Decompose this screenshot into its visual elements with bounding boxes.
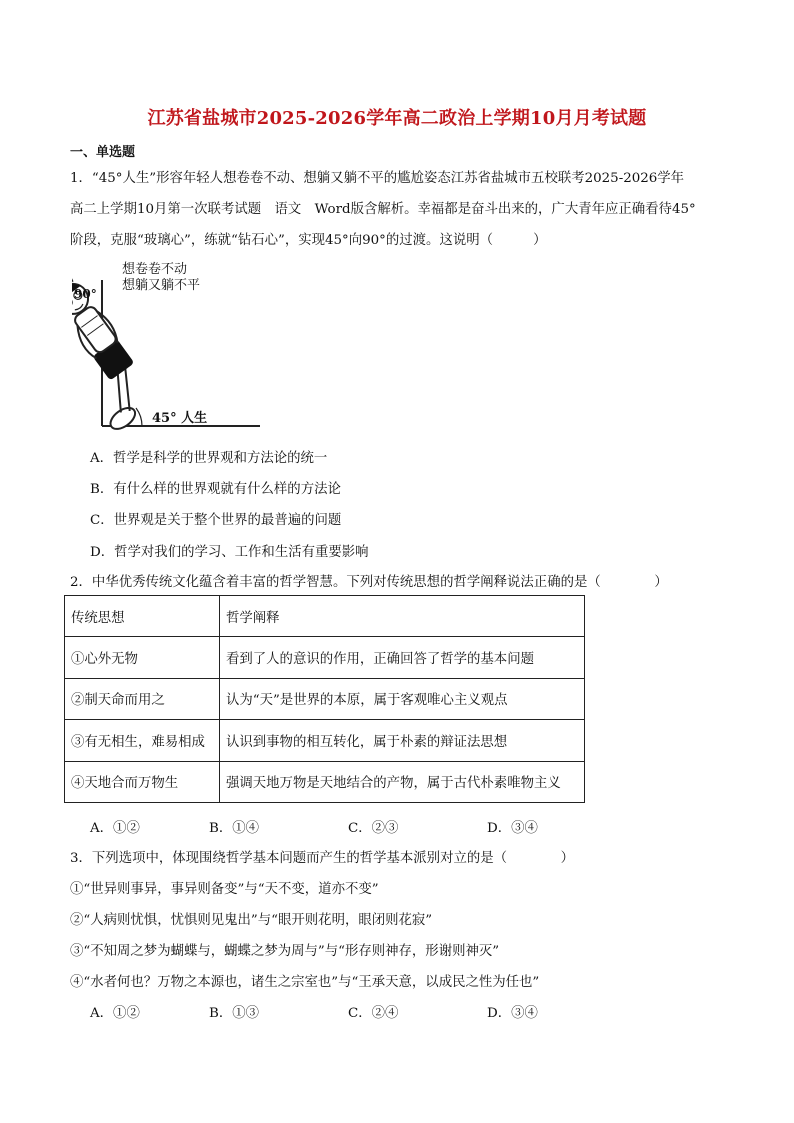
q2-option-a[interactable]: A．①② (90, 821, 140, 836)
leaning-person-illustration (72, 258, 272, 433)
section-heading: 一、单选题 (70, 145, 136, 160)
page-title: 江苏省盐城市2025-2026学年高二政治上学期10月月考试题 (147, 108, 647, 129)
table-row (65, 761, 585, 802)
table-cell: ①心外无物 (65, 637, 220, 678)
table-row (65, 637, 585, 678)
figure-caption-line-2: 想躺又躺不平 (122, 278, 201, 293)
table-cell: ②制天命而用之 (65, 678, 220, 719)
q3-option-a[interactable]: A．①② (90, 1006, 140, 1021)
q1-figure (72, 258, 272, 433)
figure-label-45: 45° 人生 (152, 411, 208, 426)
q1-option-d[interactable]: D．哲学对我们的学习、工作和生活有重要影响 (90, 545, 369, 560)
q2-stem: 2．中华优秀传统文化蕴含着丰富的哲学智慧。下列对传统思想的哲学阐释说法正确的是（ ） (70, 575, 668, 590)
q2-option-d[interactable]: D．③④ (487, 821, 538, 836)
table-cell: 认为“天”是世界的本原，属于客观唯心主义观点 (220, 678, 585, 719)
table-header-cell: 传统思想 (65, 596, 220, 637)
table-row (65, 720, 585, 761)
q1-stem-line-2: 高二上学期10月第一次联考试题 语文 Word版含解析。幸福都是奋斗出来的，广大青年应正确看待45° (70, 202, 696, 217)
q3-option-c[interactable]: C．②④ (348, 1006, 399, 1021)
figure-label-90: 90° (74, 287, 97, 301)
table-cell: 认识到事物的相互转化，属于朴素的辩证法思想 (220, 720, 585, 761)
table-cell: 看到了人的意识的作用，正确回答了哲学的基本问题 (220, 637, 585, 678)
table-cell: 强调天地万物是天地结合的产物，属于古代朴素唯物主义 (220, 761, 585, 802)
q3-item-3: ③“不知周之梦为蝴蝶与，蝴蝶之梦为周与”与“形存则神存，形谢则神灭” (70, 944, 500, 959)
q3-item-2: ②“人病则忧惧，忧惧则见鬼出”与“眼开则花明，眼闭则花寂” (70, 913, 433, 928)
table-cell: ④天地合而万物生 (65, 761, 220, 802)
q1-stem-line-1: 1．“45°人生”形容年轻人想卷卷不动、想躺又躺不平的尴尬姿态江苏省盐城市五校联考2025-2026学年 (70, 171, 685, 186)
q1-stem-line-3: 阶段，克服“玻璃心”，练就“钻石心”，实现45°向90°的过渡。这说明（ ） (70, 233, 547, 248)
q3-item-1: ①“世异则事异，事异则备变”与“天不变，道亦不变” (70, 882, 379, 897)
table-header-cell: 哲学阐释 (220, 596, 585, 637)
q2-table (64, 595, 585, 803)
q1-option-c[interactable]: C．世界观是关于整个世界的最普遍的问题 (90, 513, 342, 528)
table-cell: ③有无相生，难易相成 (65, 720, 220, 761)
q3-option-b[interactable]: B．①③ (209, 1006, 260, 1021)
q3-item-4: ④“水者何也？万物之本源也，诸生之宗室也”与“王承天意，以成民之性为任也” (70, 975, 540, 990)
q3-stem: 3．下列选项中，体现围绕哲学基本问题而产生的哲学基本派别对立的是（ ） (70, 851, 574, 866)
q2-option-c[interactable]: C．②③ (348, 821, 399, 836)
table-row (65, 678, 585, 719)
q1-option-b[interactable]: B．有什么样的世界观就有什么样的方法论 (90, 482, 341, 497)
q3-option-d[interactable]: D．③④ (487, 1006, 538, 1021)
q2-option-b[interactable]: B．①④ (209, 821, 260, 836)
q1-option-a[interactable]: A．哲学是科学的世界观和方法论的统一 (90, 451, 328, 466)
figure-caption-line-1: 想卷卷不动 (122, 262, 188, 277)
table-header-row (65, 596, 585, 637)
